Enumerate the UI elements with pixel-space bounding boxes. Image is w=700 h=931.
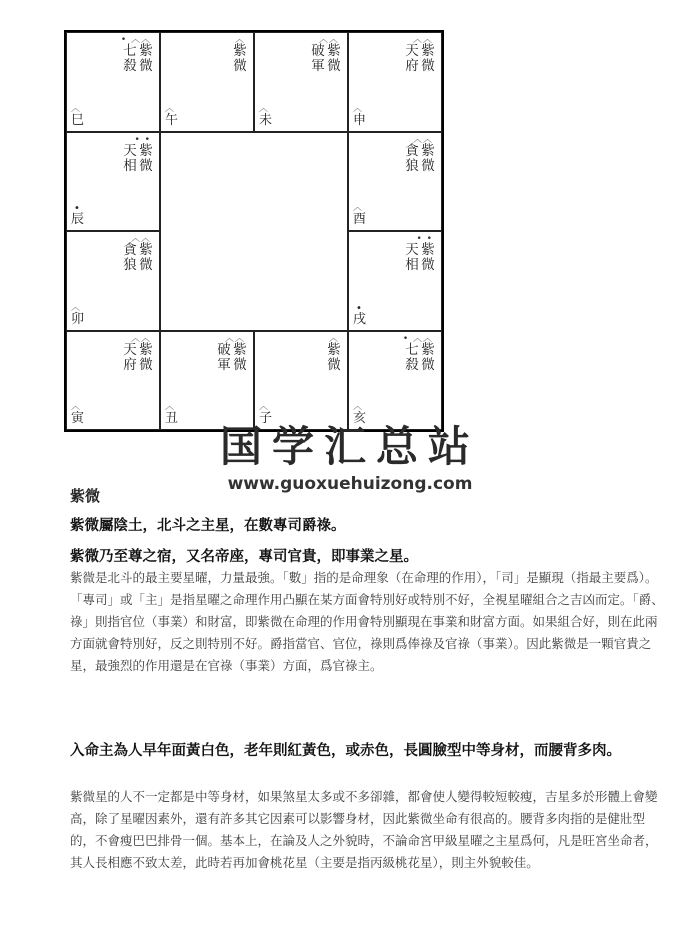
palace-stars [327,343,341,373]
palace-stars [123,243,153,273]
paragraph-1: 紫微是北斗的最主要星曜，力量最強。「數」指的是命理象（在命理的作用），「司」是顯現（指最主要爲）。「專司」或「主」是指星曜之命理作用凸顯在某方面會特別好或特別不好，全視星曜組合之吉凶而定。「爵、祿」則指官位（事業）和財富，即紫微在命理的作用會特別顯現在事業和財富方面。如果組合好，則在此兩方面就會特別好，反之則特別不好。爵指當官、官位，祿則爲俸祿及官祿（事業）。因此紫微是一顆官貴之星，最強烈的作用還是在官祿（事業）方面，爲官祿主。 [70,570,664,673]
star-name: 紫 微 [421,142,435,174]
palace-stars [405,44,435,74]
star-name: 天 府 [123,341,137,373]
watermark-url: www.guoxuehuizong.com [227,474,473,494]
palace-cell-chen [66,132,160,232]
star-name: 破 軍 [217,341,231,373]
branch-mark: ︿ [71,402,81,412]
earthly-branch [71,204,84,227]
branch-label: 亥 [353,411,367,426]
palace-stars [405,144,435,174]
earthly-branch [259,105,272,128]
palace-cell-wu [160,32,254,132]
palace-cell-zi [254,331,348,431]
watermark-title: 国学汇总站 [219,422,480,471]
branch-mark: ︿ [165,103,175,114]
palace-stars [123,144,153,174]
star-name: 紫 微 [139,43,153,74]
palace-marks: ︿ [234,35,245,45]
palace-marks: ︿︿ [412,134,433,145]
palace-stars [405,243,435,273]
branch-label: 子 [259,411,273,426]
branch-label: 辰 [71,212,85,227]
bold-statement-2: 紫微乃至尊之宿，又名帝座，專司官貴，即事業之星。 [70,549,418,565]
branch-label: 未 [259,112,273,128]
star-name: 紫 微 [233,341,247,373]
palace-cell-mao [66,231,160,331]
branch-label: 卯 [71,311,85,327]
branch-label: 丑 [165,411,179,426]
palace-marks: • ︿︿ [402,333,433,344]
palace-marks: • • [416,234,433,244]
palace-cell-you [348,132,442,232]
branch-mark: ︿ [259,402,269,412]
dot-mark: • [74,203,80,214]
palace-stars [311,44,341,74]
star-name: 紫 微 [139,142,153,174]
earthly-branch [71,403,84,426]
palace-marks: ︿︿ [130,234,151,244]
star-name: 七 殺 [405,341,419,373]
branch-mark: ︿ [71,103,81,114]
branch-mark: ︿ [353,103,363,114]
branch-mark: ︿ [259,103,269,114]
earthly-branch [165,403,178,426]
earthly-branch [71,105,84,128]
bold-statement-3: 入命主為人早年面黃白色，老年則紅黃色，或赤色，長圓臉型中等身材，而腰背多肉。 [70,743,621,759]
palace-cell-chou [160,331,254,431]
bold-statement-1: 紫微屬陰土，北斗之主星，在數專司爵祿。 [70,518,346,534]
watermark [200,420,500,494]
star-name: 紫 微 [139,341,153,373]
palace-marks: ︿︿ [224,333,245,344]
palace-marks: ︿︿ [412,35,433,45]
dot-mark: • [356,302,362,314]
branch-mark: ︿ [353,203,363,213]
earthly-branch [353,105,366,128]
star-name: 紫 微 [327,341,341,373]
paragraph-2: 紫微星的人不一定都是中等身材，如果煞星太多或不多卻雜，都會使人變得較短較瘦，吉星多於形體上會變高，除了星曜因素外，還有許多其它因素可以影響身材，因此紫微坐命有很高的。腰背多肉指的是健壯型的，不會瘦巴巴排骨一個。基本上，在論及人之外貌時，不論命宮甲級星曜之主星爲何，凡是旺宮坐命者，其人長相應不致太差，此時若再加會桃花星（主要是指丙級桃花星），則主外貌較佳。 [70,789,658,870]
palace-stars [123,343,153,373]
branch-mark: ︿ [71,302,81,313]
palace-marks: • ︿︿ [120,35,151,45]
branch-label: 午 [165,112,179,128]
star-name: 天 相 [123,142,137,174]
star-name: 天 府 [405,43,419,74]
star-name: 紫 微 [233,43,247,74]
star-name: 天 相 [405,242,419,273]
branch-label: 寅 [71,411,85,426]
section-heading: 紫微 [70,487,101,505]
star-name: 紫 微 [139,242,153,273]
palace-cell-hai [348,331,442,431]
branch-label: 戌 [353,311,367,327]
palace-cell-yin [66,331,160,431]
palace-cell-wei [254,32,348,132]
star-name: 紫 微 [421,43,435,74]
palace-stars [217,343,247,373]
star-name: 破 軍 [311,43,325,74]
palace-cell-xu [348,231,442,331]
branch-label: 酉 [353,212,367,227]
palace-marks: ︿︿ [130,333,151,344]
earthly-branch [165,105,178,128]
palace-cell-si [66,32,160,132]
branch-label: 申 [353,112,367,128]
earthly-branch [71,304,84,327]
earthly-branch [353,304,366,327]
star-name: 七 殺 [123,43,137,74]
chart-center [160,132,348,331]
palace-chart [64,30,444,432]
palace-stars [123,44,153,74]
palace-marks: ︿︿ [318,35,339,45]
earthly-branch [353,204,366,227]
palace-cell-shen [348,32,442,132]
star-name: 貪 狼 [123,242,137,273]
branch-mark: ︿ [353,402,363,412]
star-name: 紫 微 [421,341,435,373]
palace-stars [233,44,247,74]
star-name: 紫 微 [327,43,341,74]
star-name: 貪 狼 [405,142,419,174]
palace-stars [405,343,435,373]
palace-marks: ︿ [328,333,339,344]
branch-mark: ︿ [165,402,175,412]
star-name: 紫 微 [421,242,435,273]
palace-marks: • • [134,134,151,145]
branch-label: 巳 [71,112,85,128]
